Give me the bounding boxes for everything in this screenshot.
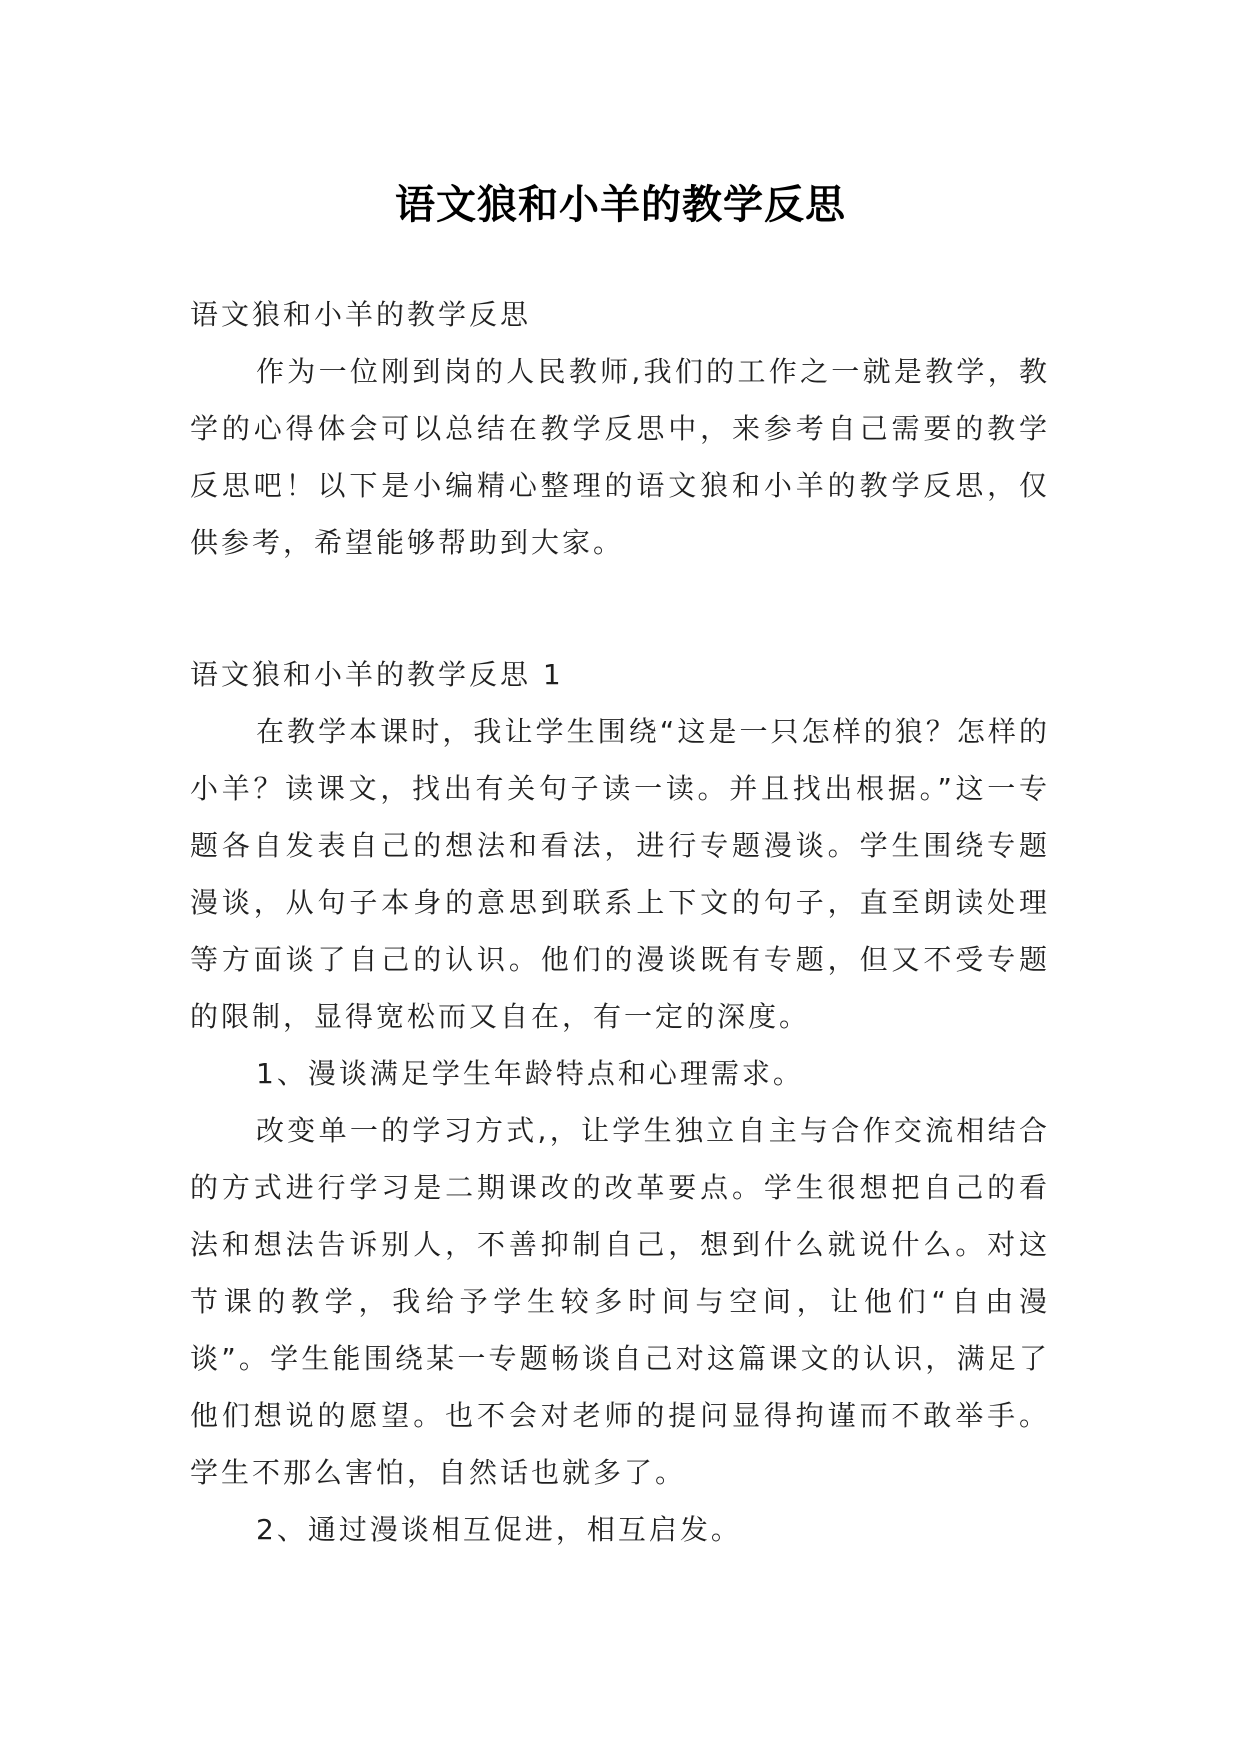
document-title: 语文狼和小羊的教学反思 [395,180,846,228]
section-1-point-1: 1、漫谈满足学生年龄特点和心理需求。 [256,1057,804,1090]
intro-paragraph: 作为一位刚到岗的人民教师,我们的工作之一就是教学，教学的心得体会可以总结在教学反思中，来参考自己需要的教学反思吧！以下是小编精心整理的语文狼和小羊的教学反思，仅供参考，希望能够帮助到大家。 [190,355,1050,559]
section-1-paragraph: 改变单一的学习方式,，让学生独立自主与合作交流相结合的方式进行学习是二期课改的改革要点。学生很想把自己的看法和想法告诉别人，不善抑制自己，想到什么就说什么。对这节课的教学，我给予学生较多时间与空间，让他们“自由漫谈”。学生能围绕某一专题畅谈自己对这篇课文的认识，满足了他们想说的愿望。也不会对老师的提问显得拘谨而不敢举手。学生不那么害怕，自然话也就多了。 [190,1114,1050,1489]
intro-block [190,286,1050,571]
intro-heading: 语文狼和小羊的教学反思 [190,298,532,331]
section-1-paragraph: 在教学本课时，我让学生围绕“这是一只怎样的狼？怎样的小羊？读课文，找出有关句子读一读。并且找出根据。”这一专题各自发表自己的想法和看法，进行专题漫谈。学生围绕专题漫谈，从句子本身的意思到联系上下文的句子，直至朗读处理等方面谈了自己的认识。他们的漫谈既有专题，但又不受专题的限制，显得宽松而又自在，有一定的深度。 [190,715,1050,1033]
section-1-point-2: 2、通过漫谈相互促进，相互启发。 [256,1513,742,1546]
section-1-block [190,646,1050,1558]
section-1-heading: 语文狼和小羊的教学反思 1 [190,658,564,691]
